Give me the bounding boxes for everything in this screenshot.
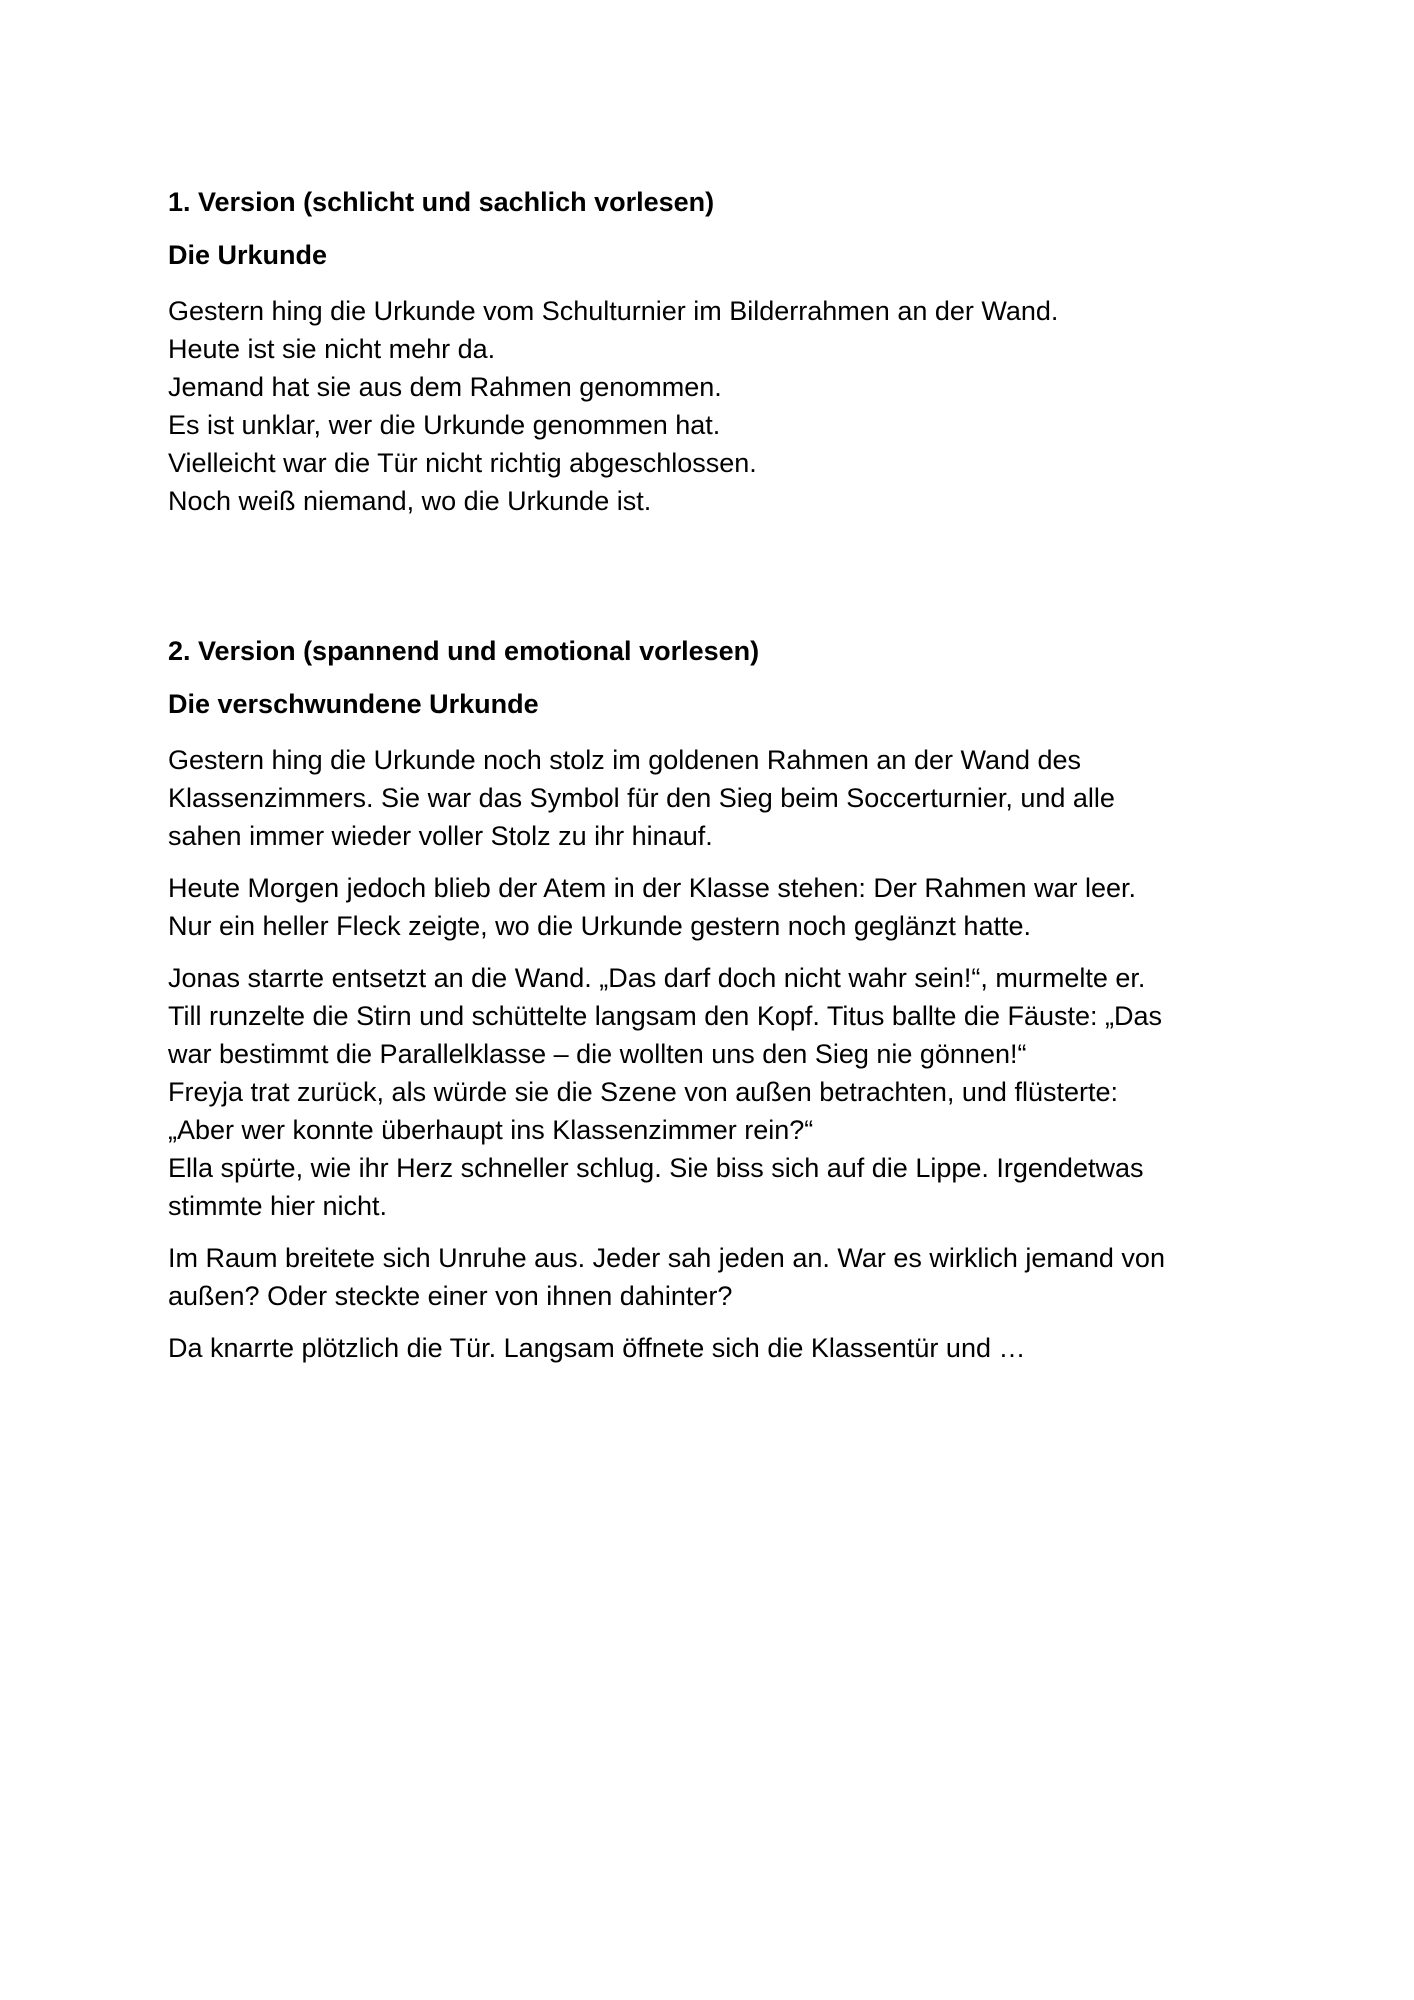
text-line: Jemand hat sie aus dem Rahmen genommen. bbox=[168, 372, 722, 402]
text-line: Im Raum breitete sich Unruhe aus. Jeder sah jeden an. War es wirklich jemand von bbox=[168, 1243, 1165, 1273]
text-line: Es ist unklar, wer die Urkunde genommen hat. bbox=[168, 410, 721, 440]
version-1-title: Die Urkunde bbox=[168, 240, 328, 270]
version-2-text bbox=[168, 741, 1288, 1367]
text-line: Freyja trat zurück, als würde sie die Szene von außen betrachten, und flüsterte: bbox=[168, 1077, 1118, 1107]
text-line: Noch weiß niemand, wo die Urkunde ist. bbox=[168, 486, 652, 516]
text-line: Jonas starrte entsetzt an die Wand. „Das darf doch nicht wahr sein!“, murmelte er. bbox=[168, 963, 1146, 993]
paragraph bbox=[168, 741, 1288, 855]
text-line: Till runzelte die Stirn und schüttelte langsam den Kopf. Titus ballte die Fäuste: „Das bbox=[168, 1001, 1163, 1031]
text-line: war bestimmt die Parallelklasse – die wollten uns den Sieg nie gönnen!“ bbox=[168, 1039, 1027, 1069]
version-2-title: Die verschwundene Urkunde bbox=[168, 689, 539, 719]
text-line: Gestern hing die Urkunde vom Schulturnier im Bilderrahmen an der Wand. bbox=[168, 296, 1059, 326]
paragraph bbox=[168, 869, 1288, 945]
paragraph bbox=[168, 1329, 1288, 1367]
text-line: „Aber wer konnte überhaupt ins Klassenzimmer rein?“ bbox=[168, 1115, 814, 1145]
text-line: außen? Oder steckte einer von ihnen dahinter? bbox=[168, 1281, 733, 1311]
text-line: Heute Morgen jedoch blieb der Atem in der Klasse stehen: Der Rahmen war leer. bbox=[168, 873, 1137, 903]
version-1-section bbox=[168, 186, 1288, 520]
text-line: Gestern hing die Urkunde noch stolz im goldenen Rahmen an der Wand des bbox=[168, 745, 1082, 775]
version-2-heading: 2. Version (spannend und emotional vorlesen) bbox=[168, 636, 760, 666]
text-line: Vielleicht war die Tür nicht richtig abgeschlossen. bbox=[168, 448, 757, 478]
text-line: stimmte hier nicht. bbox=[168, 1191, 388, 1221]
paragraph bbox=[168, 1239, 1288, 1315]
text-line: Nur ein heller Fleck zeigte, wo die Urkunde gestern noch geglänzt hatte. bbox=[168, 911, 1031, 941]
text-line: Heute ist sie nicht mehr da. bbox=[168, 334, 496, 364]
text-line: sahen immer wieder voller Stolz zu ihr hinauf. bbox=[168, 821, 713, 851]
version-1-heading: 1. Version (schlicht und sachlich vorlesen) bbox=[168, 187, 715, 217]
text-line: Da knarrte plötzlich die Tür. Langsam öffnete sich die Klassentür und … bbox=[168, 1333, 1026, 1363]
version-2-section bbox=[168, 635, 1288, 1381]
paragraph bbox=[168, 959, 1288, 1225]
text-line: Klassenzimmers. Sie war das Symbol für den Sieg beim Soccerturnier, und alle bbox=[168, 783, 1115, 813]
text-line: Ella spürte, wie ihr Herz schneller schlug. Sie biss sich auf die Lippe. Irgendetwas bbox=[168, 1153, 1144, 1183]
version-1-text bbox=[168, 292, 1288, 520]
